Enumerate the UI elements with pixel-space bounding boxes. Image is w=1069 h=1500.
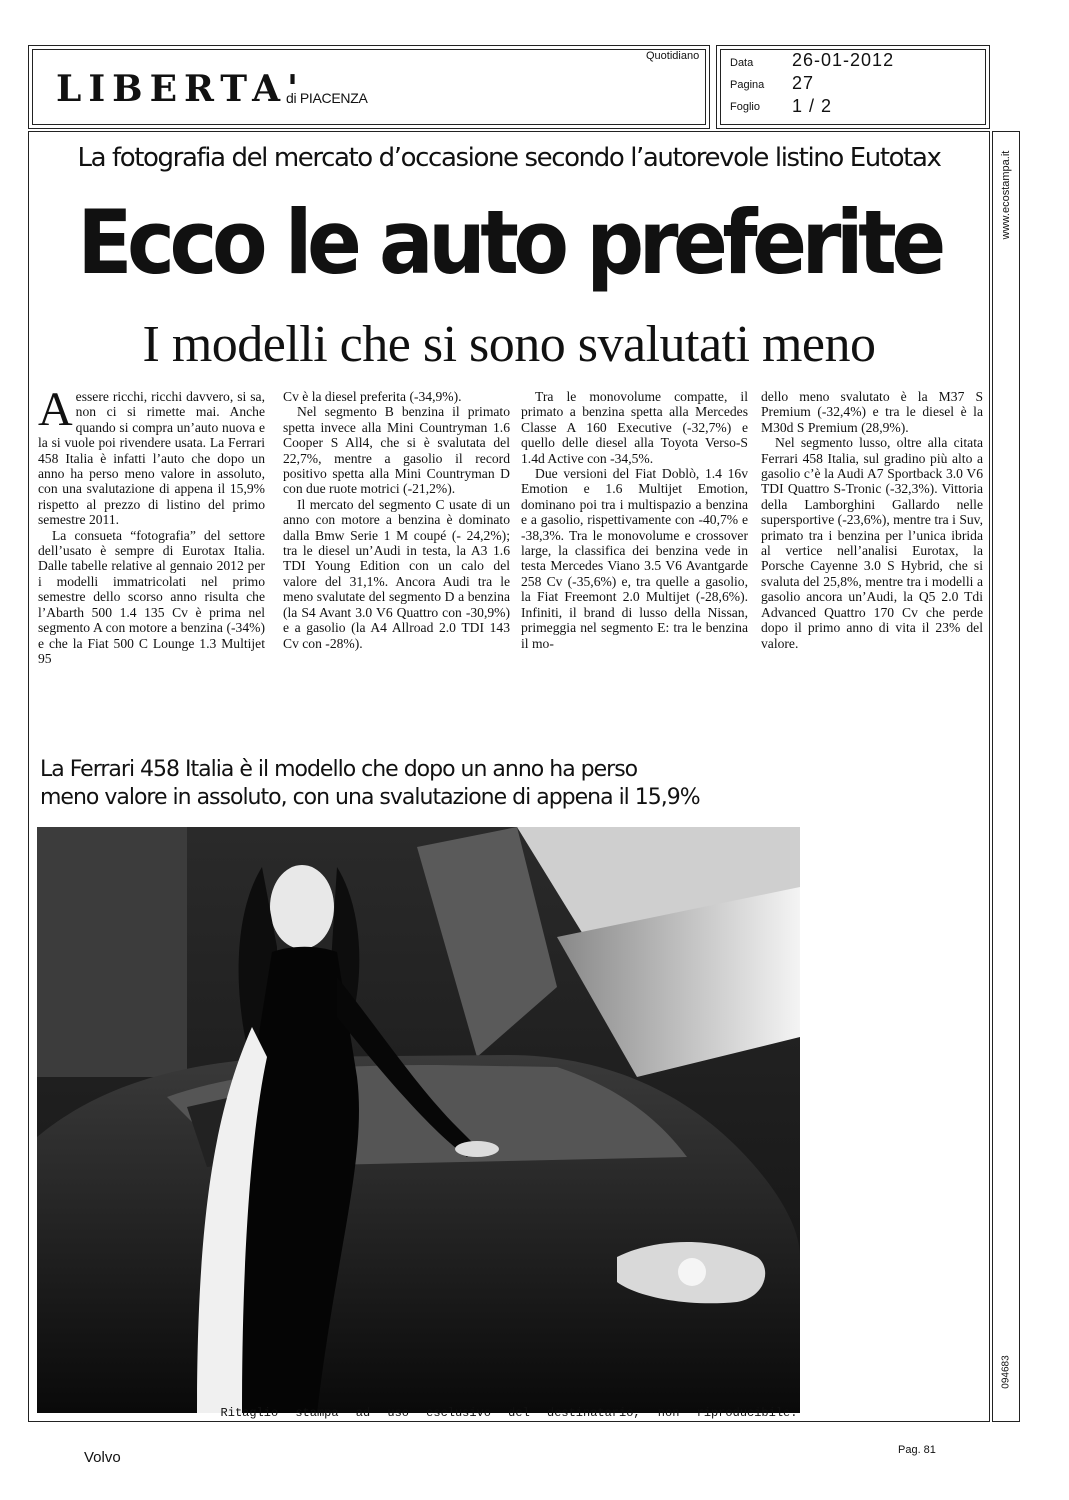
photo-caption: [40, 756, 800, 812]
paragraph: Due versioni del Fiat Doblò, 1.4 16v Emotion e 1.6 Multijet Emotion, dominano poi tra i multispazio a benzina e a gasolio, rispettivamente con -40,7% e -38,3%. Tra le monovolume e crossover large, la classifica dei benzina vede in testa Mercedes Viano 3.5 V6 Avantgarde 258 Cv (-35,6%) e, tra quelle a gasolio, la Fiat Freemont 2.0 Multijet (-28,6%). Infiniti, il brand di lusso della Nissan, primeggia nel segmento E: tra le benzina il mo-: [521, 466, 748, 651]
newspaper-logo: LIBERTA': [56, 68, 306, 110]
paragraph: Tra le monovolume compatte, il primato a benzina spetta alla Mercedes Classe A 160 Executive (-32,7%) e quello delle diesel alla Toyota Verso-S 1.4d Active con -34,5%.: [521, 389, 748, 466]
caption-line-2: meno valore in assoluto, con una svalutazione di appena il 15,9%: [40, 785, 700, 810]
date-label: Data: [730, 57, 754, 69]
side-strip: [992, 131, 1020, 1422]
paragraph: Aessere ricchi, ricchi davvero, si sa, non ci si rimette mai. Anche quando si compra un’auto nuova e la si vuole poi rivendere usata. La Ferrari 458 Italia è infatti l’auto che dopo un anno ha perso meno valore in assoluto, con una svalutazione di appena il 15,9% rispetto al prezzo di listino del primo semestre 2011.: [38, 383, 265, 528]
caption-line-1: La Ferrari 458 Italia è il modello che dopo un anno ha perso: [40, 757, 638, 782]
article-column-3: [521, 389, 748, 651]
paragraph: dello meno svalutato è la M37 S Premium (-32,4%) e tra le diesel è la M30d S Premium (28,9%).: [761, 389, 983, 435]
article-column-4: [761, 389, 983, 651]
sheet-label: Foglio: [730, 101, 760, 113]
paragraph: Nel segmento B benzina il primato spetta invece alla Mini Countryman 1.6 Cooper S All4, che si è svalutata del 22,7%, mentre a gasolio il record positivo spetta alla Mini Countryman D con due ruote motrici (-21,2%).: [283, 404, 510, 497]
clipping-code: 094683: [1000, 1355, 1012, 1389]
article-photo: [37, 827, 800, 1413]
page-label: Pagina: [730, 79, 765, 91]
page-number: Pag. 81: [898, 1444, 936, 1456]
drop-cap: A: [38, 383, 73, 436]
date-value: 26-01-2012: [792, 50, 895, 70]
article-column-1: [38, 383, 265, 666]
client-name: Volvo: [84, 1449, 121, 1466]
paragraph: Il mercato del segmento C usate di un anno con motore a benzina è dominato dalla Bmw Serie 1 M coupé (- 24,2%); tra le diesel un’Audi in testa, la A3 1.6 TDI Young Edition con un calo del valore del 31,1%. Ancora Audi tra le meno svalutate del segmento D a benzina (la S4 Avant 3.0 V6 Quattro con -30,9%) e a gasolio (la A4 Allroad 2.0 TDI 143 Cv con -28%).: [283, 496, 510, 651]
article-subhead: I modelli che si sono svalutati meno: [142, 316, 876, 373]
page-value: 27: [792, 73, 815, 93]
article-column-2: [283, 389, 510, 651]
newspaper-logo-subtitle: di PIACENZA: [286, 90, 368, 106]
sheet-value: 1 / 2: [792, 96, 833, 116]
article-kicker: La fotografia del mercato d’occasione secondo l’autorevole listino Eutotax: [77, 143, 941, 173]
article-headline: Ecco le auto preferite: [77, 191, 941, 294]
paragraph: Cv è la diesel preferita (-34,9%).: [283, 389, 462, 404]
paragraph: Nel segmento lusso, oltre alla citata Ferrari 458 Italia, sul gradino più alto a gasolio c’è la Audi A7 Sportback 3.0 V6 TDI Quattro S-Tronic (-32,3%). Vittoria della Lamborghini Gallardo nelle supersportive (-23,6%), mentre tra i Suv, primato tra i benzina per l’unica ibrida al vertice nell’analisi Eurotax, la Porsche Cayenne 3.0 S Hybrid, che si svaluta del 25,8%, mentre tra i modelli a gasolio ancora un’Audi, la Q5 2.0 Tdi Advanced Quattro 170 Cv che perde dopo il primo anno di vita il 23% del valore.: [761, 435, 983, 651]
reproduction-notice: Ritaglio stampa ad uso esclusivo del destinatario, non riproducibile.: [220, 1406, 798, 1420]
publication-type: Quotidiano: [646, 50, 700, 62]
source-website: www.ecostampa.it: [1000, 150, 1012, 240]
paragraph: La consueta “fotografia” del settore dell’usato è sempre di Eurotax Italia. Dalle tabelle relative al gennaio 2012 per i modelli immatricolati nel primo semestre dello scorso anno risulta che l’Abarth 500 1.4 135 Cv è prima nel segmento A con motore a benzina (-34%) e che la Fiat 500 C Lounge 1.3 Multijet 95: [38, 527, 265, 666]
